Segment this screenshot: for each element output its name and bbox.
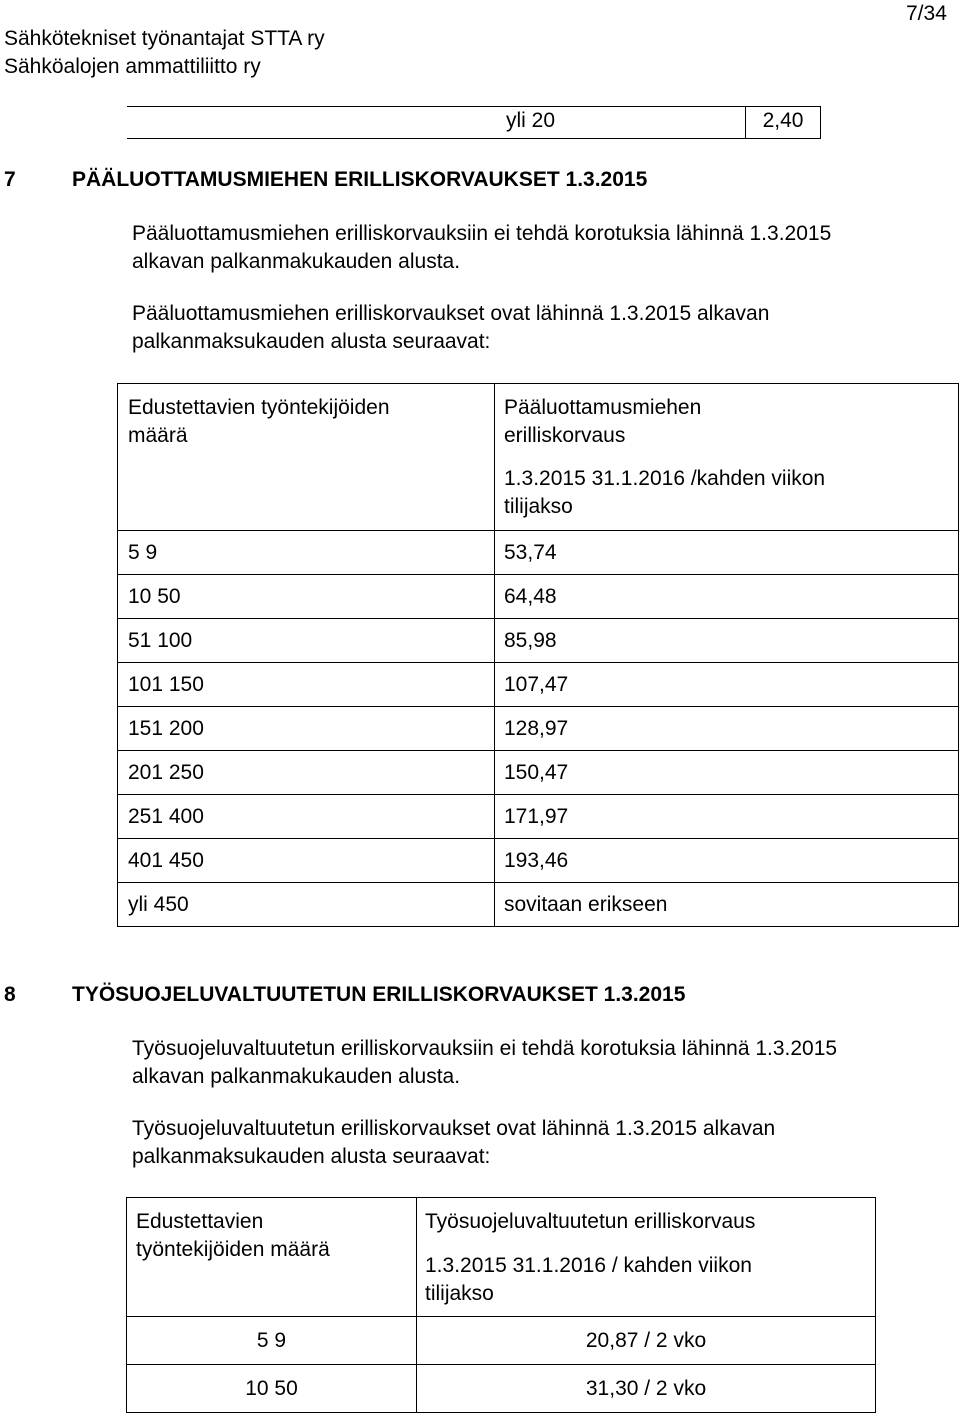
- section8-col1-header-line2: työntekijöiden määrä: [136, 1238, 330, 1261]
- employee-count-range: 10 50: [118, 575, 495, 619]
- top-row-label: yli 20: [127, 107, 746, 139]
- compensation-value: 53,74: [495, 531, 959, 575]
- previous-table-fragment: [127, 106, 821, 139]
- top-row-value: 2,40: [746, 107, 821, 139]
- compensation-value: 20,87 / 2 vko: [417, 1317, 876, 1365]
- compensation-value: 85,98: [495, 619, 959, 663]
- section8-col2-sub-line1: 1.3.2015 31.1.2016 / kahden viikon: [425, 1254, 752, 1277]
- section8-col2-header: [417, 1198, 876, 1317]
- section7-col1-header-line2: määrä: [128, 424, 188, 447]
- section7-col2-header-line1: Pääluottamusmiehen: [504, 396, 702, 419]
- employee-count-range: 251 400: [118, 795, 495, 839]
- section7-col2-sub-line2: tilijakso: [504, 495, 573, 518]
- compensation-value: 171,97: [495, 795, 959, 839]
- org-name-line2: Sähköalojen ammattiliitto ry: [4, 55, 261, 78]
- section7-para2-line1: Pääluottamusmiehen erilliskorvaukset ovat lähinnä 1.3.2015 alkavan: [132, 302, 770, 325]
- section8-col2-header-line: Työsuojeluvaltuutetun erilliskorvaus: [425, 1210, 756, 1233]
- table-row: [118, 751, 959, 795]
- compensation-value: 128,97: [495, 707, 959, 751]
- employee-count-range: 151 200: [118, 707, 495, 751]
- compensation-value: 31,30 / 2 vko: [417, 1365, 876, 1413]
- table-row: [127, 1317, 876, 1365]
- page-number: 7/34: [906, 2, 947, 25]
- section8-table: [126, 1197, 876, 1413]
- table-row: [118, 795, 959, 839]
- section8-col1-header: [127, 1198, 417, 1317]
- section8-para1-line1: Työsuojeluvaltuutetun erilliskorvauksiin ei tehdä korotuksia lähinnä 1.3.2015: [132, 1037, 838, 1060]
- section7-col2-header: [495, 384, 959, 531]
- table-row: [118, 531, 959, 575]
- section7-para1-line2: alkavan palkanmakukauden alusta.: [132, 250, 461, 273]
- section7-table: [117, 383, 959, 927]
- table-row: [118, 839, 959, 883]
- section7-number: 7: [4, 168, 16, 191]
- section8-col2-sub-line2: tilijakso: [425, 1282, 494, 1305]
- compensation-value: 150,47: [495, 751, 959, 795]
- table-row: [127, 1365, 876, 1413]
- section7-para2-line2: palkanmaksukauden alusta seuraavat:: [132, 330, 491, 353]
- compensation-value: sovitaan erikseen: [495, 883, 959, 927]
- employee-count-range: 10 50: [127, 1365, 417, 1413]
- section8-para1-line2: alkavan palkanmakukauden alusta.: [132, 1065, 461, 1088]
- compensation-value: 107,47: [495, 663, 959, 707]
- section8-col1-header-line1: Edustettavien: [136, 1210, 264, 1233]
- table-row: [118, 883, 959, 927]
- employee-count-range: 401 450: [118, 839, 495, 883]
- employee-count-range: 101 150: [118, 663, 495, 707]
- table-row: [118, 663, 959, 707]
- employee-count-range: yli 450: [118, 883, 495, 927]
- section7-col1-header-line1: Edustettavien työntekijöiden: [128, 396, 390, 419]
- employee-count-range: 51 100: [118, 619, 495, 663]
- section8-para2-line1: Työsuojeluvaltuutetun erilliskorvaukset ovat lähinnä 1.3.2015 alkavan: [132, 1117, 776, 1140]
- table-row: [118, 619, 959, 663]
- section7-col2-header-line2: erilliskorvaus: [504, 424, 626, 447]
- table-row: [118, 707, 959, 751]
- section7-para1-line1: Pääluottamusmiehen erilliskorvauksiin ei tehdä korotuksia lähinnä 1.3.2015: [132, 222, 832, 245]
- employee-count-range: 201 250: [118, 751, 495, 795]
- section7-col2-sub-line1: 1.3.2015 31.1.2016 /kahden viikon: [504, 467, 826, 490]
- section8-para2-line2: palkanmaksukauden alusta seuraavat:: [132, 1145, 491, 1168]
- section8-number: 8: [4, 983, 16, 1006]
- section7-title: PÄÄLUOTTAMUSMIEHEN ERILLISKORVAUKSET 1.3.2015: [72, 168, 648, 191]
- section7-col1-header: [118, 384, 495, 531]
- org-name-line1: Sähkötekniset työnantajat STTA ry: [4, 27, 325, 50]
- employee-count-range: 5 9: [127, 1317, 417, 1365]
- section8-title: TYÖSUOJELUVALTUUTETUN ERILLISKORVAUKSET 1.3.2015: [72, 983, 686, 1006]
- compensation-value: 64,48: [495, 575, 959, 619]
- table-row: [118, 575, 959, 619]
- employee-count-range: 5 9: [118, 531, 495, 575]
- compensation-value: 193,46: [495, 839, 959, 883]
